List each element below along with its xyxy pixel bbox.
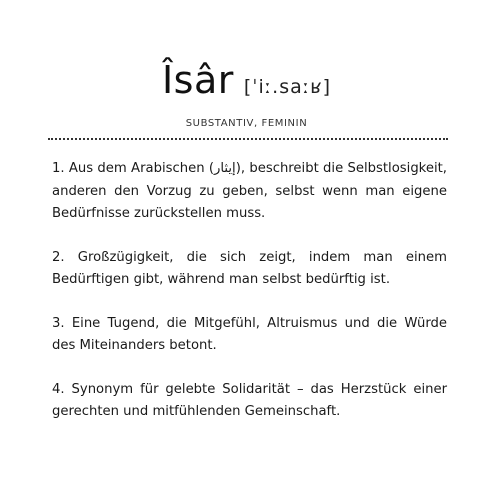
definition-1 [52, 158, 447, 226]
headword-row [0, 58, 493, 102]
definition-1-text-after: ), beschreibt die Selbstlosigkeit, anderen den Vorzug zu geben, selbst wenn man eigene Bedürfnisse zurückstellen muss. [52, 161, 447, 221]
definition-4: 4. Synonym für gelebte Solidarität – das Herzstück einer gerechten und mitfühlenden Gemeinschaft. [52, 381, 447, 419]
definitions-list [52, 158, 447, 445]
part-of-speech: SUBSTANTIV, FEMININ [185, 118, 308, 129]
definition-2: 2. Großzügigkeit, die sich zeigt, indem man einem Bedürftigen gibt, während man selbst bedürftig ist. [52, 249, 447, 287]
definition-3: 3. Eine Tugend, die Mitgefühl, Altruismus und die Würde des Miteinanders betont. [52, 315, 447, 353]
definition-1-text-before: 1. Aus dem Arabischen ( [52, 161, 214, 176]
arabic-term: إيثار [214, 161, 236, 176]
dotted-divider [48, 138, 448, 140]
pronunciation-ipa: [ˈiː.saːʁ] [243, 76, 332, 98]
headword: Îsâr [161, 58, 234, 102]
